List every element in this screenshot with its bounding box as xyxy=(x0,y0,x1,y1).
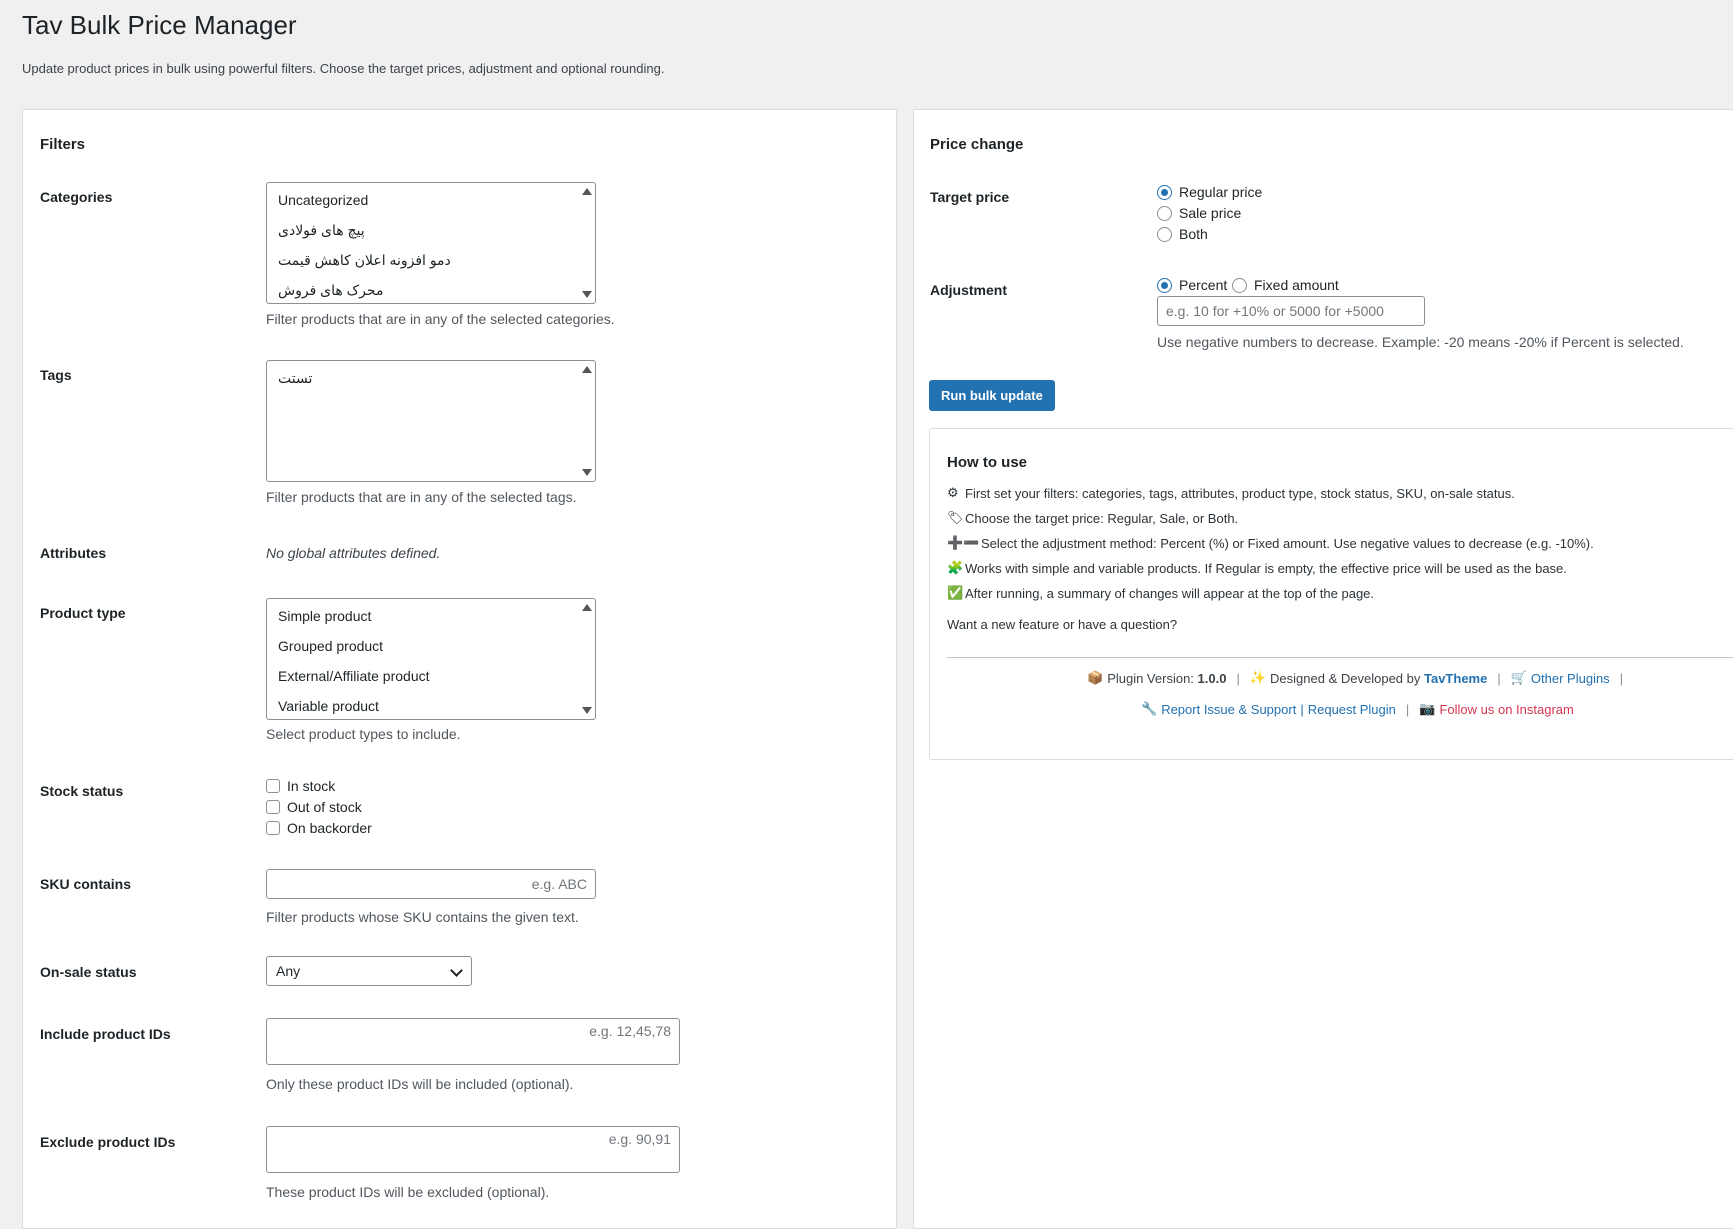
chevron-down-icon xyxy=(450,964,463,977)
out-of-stock-checkbox[interactable] xyxy=(266,800,280,814)
product-type-select[interactable] xyxy=(266,598,596,720)
scroll-down-icon[interactable] xyxy=(582,469,592,476)
category-option-sales-drivers[interactable]: محرک های فروش xyxy=(278,282,384,298)
on-backorder-checkbox[interactable] xyxy=(266,821,280,835)
price-change-title: Price change xyxy=(930,136,1024,153)
product-type-label: Product type xyxy=(40,605,126,621)
category-option-price-drop-demo[interactable]: دمو افزونه اعلان کاهش قیمت xyxy=(278,252,451,268)
how-to-step: ⚙ First set your filters: categories, tags, attributes, product type, stock status, SKU, on-sale status. xyxy=(947,485,1515,501)
check-icon: ✅ xyxy=(947,585,964,600)
regular-price-radio[interactable] xyxy=(1157,185,1172,200)
tags-select[interactable] xyxy=(266,360,596,482)
how-to-title: How to use xyxy=(947,454,1028,471)
scroll-up-icon[interactable] xyxy=(582,604,592,611)
product-type-help: Select product types to include. xyxy=(266,726,461,742)
camera-icon: 📷 xyxy=(1419,701,1436,716)
plugin-version: 1.0.0 xyxy=(1197,670,1227,686)
attributes-label: Attributes xyxy=(40,545,107,561)
product-type-option-grouped[interactable]: Grouped product xyxy=(278,638,384,654)
tags-label: Tags xyxy=(40,367,72,383)
stock-status-label: Stock status xyxy=(40,783,124,799)
scroll-down-icon[interactable] xyxy=(582,291,592,298)
stock-on-backorder-option[interactable]: On backorder xyxy=(266,820,372,836)
page-title: Tav Bulk Price Manager xyxy=(22,10,297,40)
include-ids-label: Include product IDs xyxy=(40,1026,171,1042)
scroll-up-icon[interactable] xyxy=(582,366,592,373)
on-sale-select[interactable]: Any xyxy=(266,956,472,986)
percent-radio[interactable] xyxy=(1157,278,1172,293)
categories-select[interactable] xyxy=(266,182,596,304)
both-radio[interactable] xyxy=(1157,227,1172,242)
sku-input[interactable] xyxy=(266,869,596,899)
how-to-step: ✅ After running, a summary of changes will appear at the top of the page. xyxy=(947,585,1375,601)
footer-row-2: 🔧 Report Issue & Support | Request Plugin | 📷 Follow us on Instagram xyxy=(1141,701,1574,717)
how-to-step: ➕➖ Select the adjustment method: Percent (%) or Fixed amount. Use negative values to decrease (e.g. -10%). xyxy=(947,535,1594,551)
cart-icon: 🛒 xyxy=(1510,670,1527,685)
target-sale-option[interactable]: Sale price xyxy=(1157,205,1241,221)
adjustment-value-input[interactable] xyxy=(1157,296,1425,326)
tag-option[interactable]: تستت xyxy=(278,370,313,386)
adjustment-label: Adjustment xyxy=(930,282,1007,298)
run-bulk-update-button[interactable]: Run bulk update xyxy=(929,380,1055,411)
on-sale-label: On-sale status xyxy=(40,964,137,980)
product-type-option-simple[interactable]: Simple product xyxy=(278,608,372,624)
footer-row-1: 📦 Plugin Version: 1.0.0 | ✨ Designed & Developed by TavTheme | 🛒 Other Plugins | xyxy=(1087,670,1624,686)
category-option-steel-screws[interactable]: پیچ های فولادی xyxy=(278,222,365,238)
how-to-step: 🏷 Choose the target price: Regular, Sale, or Both. xyxy=(947,510,1239,526)
sale-price-radio[interactable] xyxy=(1157,206,1172,221)
box-icon: 📦 xyxy=(1087,670,1104,685)
target-both-option[interactable]: Both xyxy=(1157,226,1208,242)
filters-title: Filters xyxy=(40,136,86,153)
exclude-ids-label: Exclude product IDs xyxy=(40,1134,176,1150)
product-type-option-external[interactable]: External/Affiliate product xyxy=(278,668,430,684)
sparkle-icon: ✨ xyxy=(1249,670,1267,685)
page-description: Update product prices in bulk using powerful filters. Choose the target prices, adjustment and optional rounding. xyxy=(22,61,665,76)
report-issue-link[interactable]: Report Issue & Support xyxy=(1161,701,1297,717)
exclude-ids-help: These product IDs will be excluded (optional). xyxy=(266,1184,550,1200)
gear-icon: ⚙ xyxy=(947,485,959,500)
how-to-use-box xyxy=(929,428,1733,760)
request-plugin-link[interactable]: Request Plugin xyxy=(1307,701,1396,717)
sku-label: SKU contains xyxy=(40,876,132,892)
include-ids-help: Only these product IDs will be included (optional). xyxy=(266,1076,574,1092)
divider xyxy=(947,657,1733,658)
wrench-icon: 🔧 xyxy=(1141,701,1158,716)
scroll-down-icon[interactable] xyxy=(582,707,592,714)
other-plugins-link[interactable]: Other Plugins xyxy=(1530,670,1610,686)
how-to-step: 🧩 Works with simple and variable products. If Regular is empty, the effective price will be used as the base. xyxy=(947,560,1567,576)
target-price-label: Target price xyxy=(930,189,1010,205)
sku-help: Filter products whose SKU contains the given text. xyxy=(266,909,579,925)
attributes-empty-text: No global attributes defined. xyxy=(266,545,441,561)
fixed-amount-radio[interactable] xyxy=(1232,278,1247,293)
adjustment-help: Use negative numbers to decrease. Example: -20 means -20% if Percent is selected. xyxy=(1157,334,1684,350)
category-option-uncategorized[interactable]: Uncategorized xyxy=(278,192,369,208)
categories-label: Categories xyxy=(40,189,113,205)
exclude-ids-input[interactable] xyxy=(266,1126,680,1173)
categories-help: Filter products that are in any of the selected categories. xyxy=(266,311,615,327)
stock-in-stock-option[interactable]: In stock xyxy=(266,778,335,794)
instagram-link[interactable]: Follow us on Instagram xyxy=(1439,701,1574,717)
in-stock-checkbox[interactable] xyxy=(266,779,280,793)
plus-minus-icon: ➕➖ xyxy=(947,535,980,550)
product-type-option-variable[interactable]: Variable product xyxy=(278,698,379,714)
filters-card xyxy=(22,109,897,1229)
tags-help: Filter products that are in any of the selected tags. xyxy=(266,489,577,505)
stock-out-of-stock-option[interactable]: Out of stock xyxy=(266,799,362,815)
tag-icon: 🏷 xyxy=(947,510,964,525)
adjustment-fixed-option[interactable]: Fixed amount xyxy=(1232,277,1339,293)
adjustment-percent-option[interactable]: Percent xyxy=(1157,277,1227,293)
scroll-up-icon[interactable] xyxy=(582,188,592,195)
include-ids-input[interactable] xyxy=(266,1018,680,1065)
puzzle-icon: 🧩 xyxy=(947,560,964,575)
target-regular-option[interactable]: Regular price xyxy=(1157,184,1262,200)
how-to-question: Want a new feature or have a question? xyxy=(947,617,1178,632)
tavtheme-link[interactable]: TavTheme xyxy=(1424,670,1488,686)
